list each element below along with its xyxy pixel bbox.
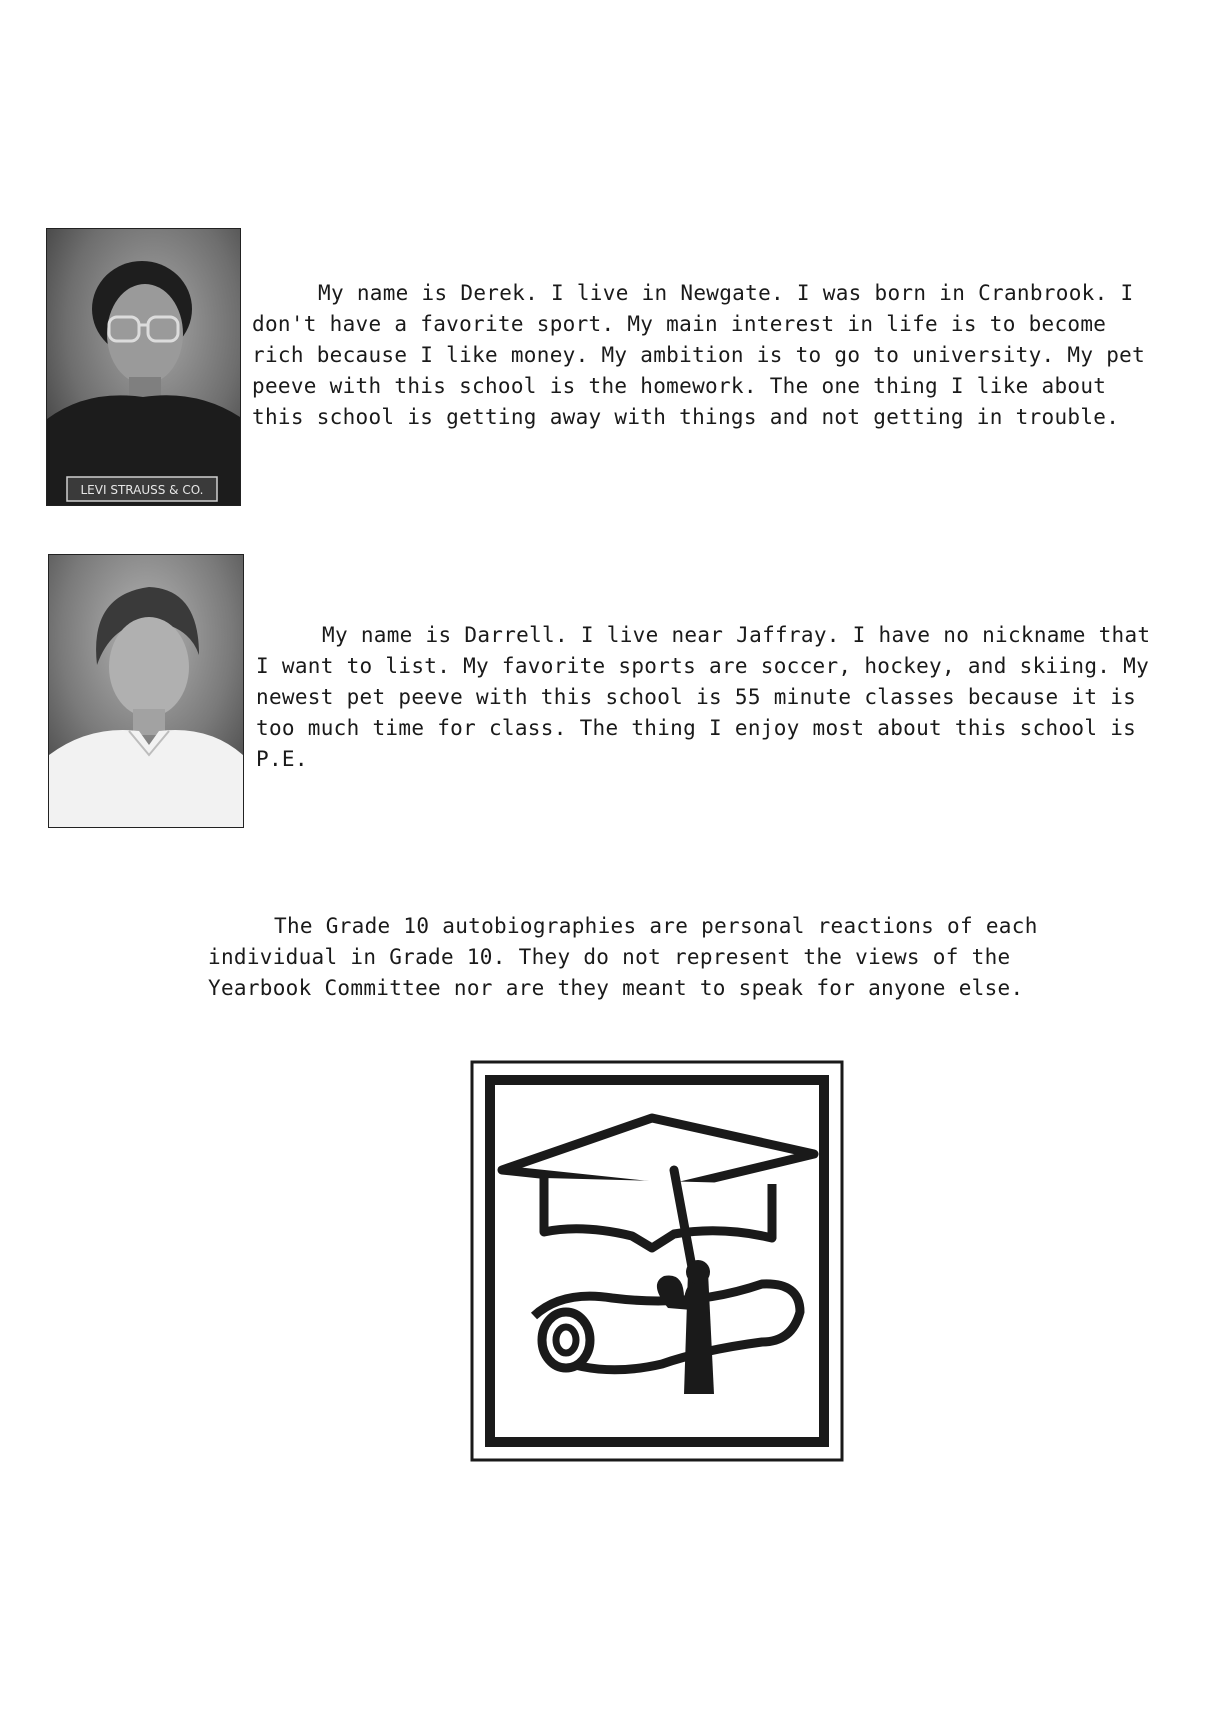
portrait-image: [47, 229, 240, 505]
shirt-logo-text: LEVI STRAUSS & CO.: [80, 483, 204, 497]
derek-bio-text: My name is Derek. I live in Newgate. I was born in Cranbrook. I don't have a favorite sport. My main interest in life is to become rich because I like money. My ambition is to go to university. My pet peeve with this school is the homework. The one thing I like about this school is getting away with things and not getting in trouble.: [252, 281, 1146, 429]
derek-portrait-photo: [47, 229, 240, 505]
portrait-image: [49, 555, 243, 827]
graduation-cap-and-diploma-icon: [462, 1058, 852, 1468]
darrell-bio: [256, 620, 1174, 775]
darrell-bio-text: My name is Darrell. I live near Jaffray. I have no nickname that I want to list. My favorite sports are soccer, hockey, and skiing. My newest pet peeve with this school is 55 minute classes because it is too much time for class. The thing I enjoy most about this school is P.E.: [256, 623, 1151, 771]
darrell-portrait-photo: [49, 555, 243, 827]
graduation-logo: [462, 1058, 852, 1468]
derek-bio: [252, 278, 1170, 433]
disclaimer-paragraph: [208, 911, 1088, 1004]
disclaimer-text: The Grade 10 autobiographies are personal reactions of each individual in Grade 10. They do not represent the views of the Yearbook Committee nor are they meant to speak for anyone else.: [208, 914, 1038, 1000]
